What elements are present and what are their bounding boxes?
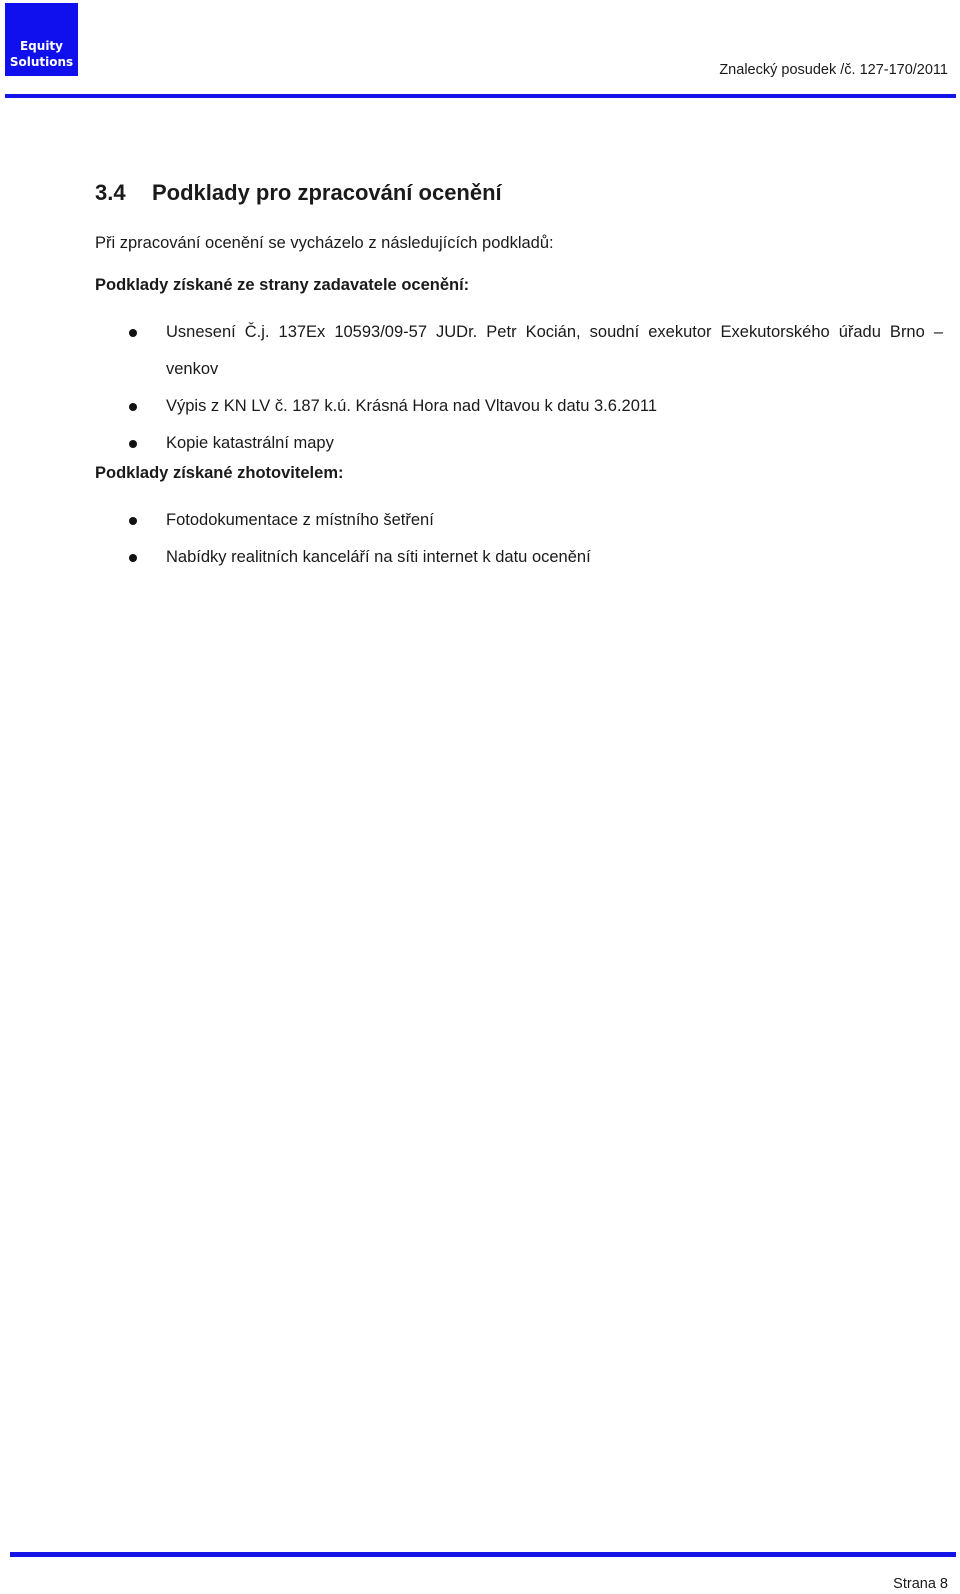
- list-item-text: Usnesení Č.j. 137Ex 10593/09-57 JUDr. Petr Kocián, soudní exekutor Exekutorského úřadu Brno – venkov: [166, 323, 943, 378]
- bullet-icon: [129, 329, 137, 337]
- bullet-icon: [129, 403, 137, 411]
- list-item-text: Nabídky realitních kanceláří na síti internet k datu ocenění: [166, 548, 591, 566]
- logo-line-2: Solutions: [9, 55, 74, 69]
- list-item: [95, 502, 943, 539]
- page-number: Strana 8: [893, 1576, 948, 1592]
- intro-paragraph: Při zpracování ocenění se vycházelo z následujících podkladů:: [95, 234, 554, 252]
- bullet-icon: [129, 554, 137, 562]
- page-content: [95, 180, 943, 576]
- equity-solutions-logo: [5, 3, 78, 76]
- footer-divider: [10, 1552, 956, 1557]
- logo-line-1: Equity: [19, 39, 63, 53]
- section-title: Podklady pro zpracování ocenění: [152, 180, 502, 205]
- section-heading: [95, 180, 943, 206]
- bullet-icon: [129, 517, 137, 525]
- list-item-text: Výpis z KN LV č. 187 k.ú. Krásná Hora nad Vltavou k datu 3.6.2011: [166, 397, 658, 415]
- client-sources-list: [95, 314, 943, 462]
- list-item-text: Fotodokumentace z místního šetření: [166, 511, 434, 529]
- list-item: [95, 314, 943, 388]
- client-sources-heading: Podklady získané ze strany zadavatele ocenění:: [95, 276, 470, 294]
- list-item: [95, 388, 943, 425]
- section-number: 3.4: [95, 180, 126, 205]
- header-divider: [5, 94, 956, 98]
- document-reference: Znalecký posudek /č. 127-170/2011: [719, 62, 948, 78]
- list-item: [95, 425, 943, 462]
- list-item-text: Kopie katastrální mapy: [166, 434, 334, 452]
- list-item: [95, 539, 943, 576]
- contractor-sources-list: [95, 502, 943, 576]
- contractor-sources-heading: Podklady získané zhotovitelem:: [95, 464, 344, 482]
- bullet-icon: [129, 440, 137, 448]
